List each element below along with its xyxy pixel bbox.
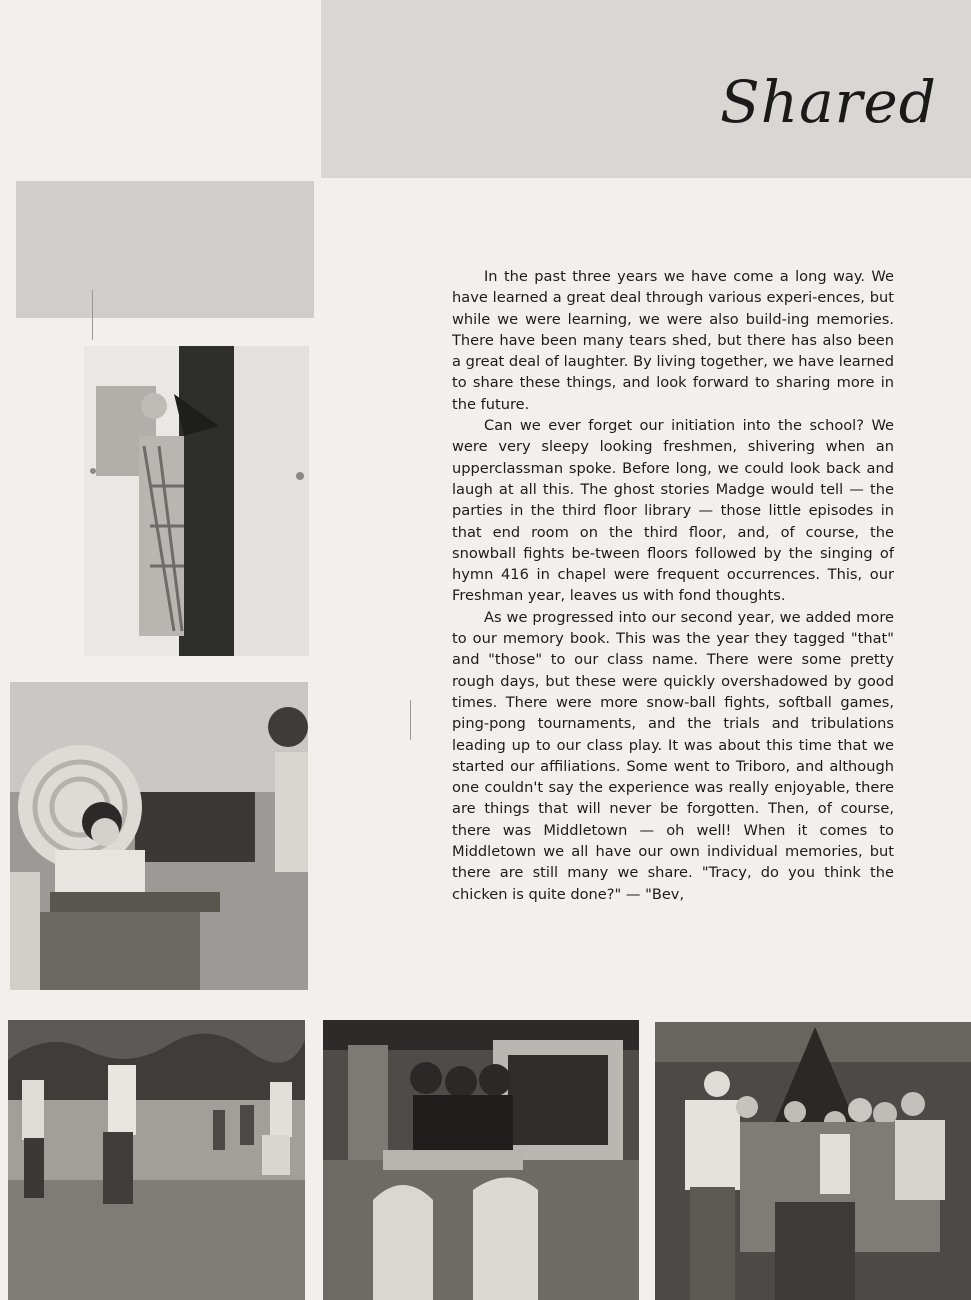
decorative-line (410, 700, 411, 740)
left-gray-band (16, 181, 314, 318)
decorative-line (92, 290, 93, 340)
paragraph: Can we ever forget our initiation into the school? We were very sleepy looking freshmen, shivering when an upperclassman spoke. Before long, we could look back and laugh at all this. The ghost stories Madge would tell — the parties in the third floor library — those little episodes in that end room on the third floor, and, of course, the snowball fights be-tween floors followed by the singing of hymn 416 in chapel were frequent occurrences. This, our Freshman year, leaves us with fond thoughts. (452, 417, 894, 605)
photo-party-group (655, 1022, 971, 1300)
photo-umbrella-girl (10, 682, 308, 990)
page-title: Shared (720, 68, 937, 136)
photo-softball-field (8, 1020, 305, 1300)
photo-doorway-girl (84, 346, 309, 656)
paragraph: In the past three years we have come a long way. We have learned a great deal through various experi-ences, but while we were learning, we were also build-ing memories. There have been many tears shed, but there has also been a great deal of laughter. By living together, we have learned to share these things, and look forward to sharing more in the future. (452, 268, 894, 413)
paragraph: As we progressed into our second year, we added more to our memory book. This was the year they tagged "that" and "those" to our class name. There were some pretty rough days, but these were quickly overshadowed by good times. There were more snow-ball fights, softball games, ping-pong tournaments, and the trials and tribulations leading up to our class play. It was about this time that we started our affiliations. Some went to Triboro, and although one couldn't say the experience was really enjoyable, there are things that will never be forgotten. Then, of course, there was Middletown — oh well! When it comes to Middletown we all have our own individual memories, but there are still many we share. "Tracy, do you think the chicken is quite done?" — "Bev, (452, 608, 894, 903)
body-text (452, 266, 894, 956)
photo-costume-group (323, 1020, 639, 1300)
